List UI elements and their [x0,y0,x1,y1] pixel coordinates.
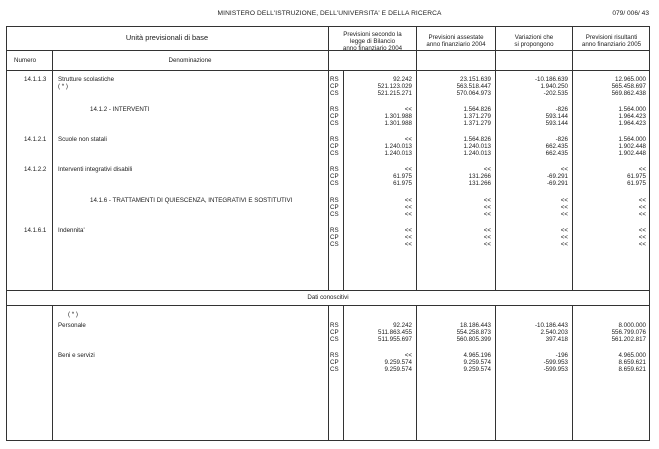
row-code: CP [330,173,339,181]
row-value-c4: << [638,197,646,204]
row-value-c3: 1.940.250 [540,83,568,91]
row-value-c1: 61.975 [393,173,412,181]
row-value-c3: << [560,211,568,219]
header-col2-line1: Previsioni assestate [428,34,484,41]
row-code: RS [330,76,339,83]
row-value-c4: 61.975 [627,173,646,181]
row-code: CP [330,143,339,151]
row-value-c3: -10.186.639 [534,76,568,83]
row-value-c4: 1.564.000 [618,106,646,113]
row-value-c2: 1.240.013 [463,150,491,158]
row-number: 14.1.1.3 [24,76,47,83]
row-code: CP [330,234,339,242]
row-value-c2: 554.258.873 [456,329,491,337]
row-value-c1: 511.955.697 [378,336,412,344]
row-code: CP [330,204,339,212]
row-value-c2: 9.259.574 [463,359,491,367]
col-sep-c1 [416,26,417,290]
col-sep-desc [328,26,329,290]
row-value-c3: -10.186.443 [534,322,568,329]
row-value-c2: 1.564.826 [463,106,491,113]
row-code: RS [330,106,339,113]
row-value-c4: 569.862.438 [611,90,646,98]
row-code: CS [330,241,339,249]
row-value-c2: 563.518.447 [456,83,491,91]
row-value-c1: 92.242 [393,322,412,329]
row-code: CP [330,359,339,367]
row-code: RS [330,227,339,234]
col-sep-c3-2 [572,305,573,441]
row-value-c4: 1.902.448 [618,143,646,151]
row-value-c1: << [404,227,412,234]
row-denominazione: Interventi integrativi disabili [58,166,133,173]
row-value-c4: << [638,211,646,219]
row-value-c2: 1.564.826 [463,136,491,143]
header-col2 [417,34,495,48]
header-col1-line1: Previsioni secondo la [343,31,402,38]
row-value-c2: 18.186.443 [460,322,491,329]
row-value-c4: 8.000.000 [618,322,646,329]
row-value-c2: << [483,166,491,173]
col-sep-desc-2 [328,305,329,441]
row-value-c4: 8.659.621 [618,359,646,367]
row-code: CS [330,120,339,128]
row-code: CP [330,329,339,337]
row-value-c1: 1.240.013 [384,150,412,158]
row-value-c3: 662.435 [545,150,568,158]
row-value-c2: 131.266 [468,173,491,181]
row-number: 14.1.2.1 [24,136,47,143]
row-value-c4: << [638,241,646,249]
row-extra-note: ( * ) [58,83,68,91]
header-denominazione: Denominazione [168,57,212,64]
row-value-c1: << [404,166,412,173]
row-value-c3: << [560,166,568,173]
row-code: CS [330,211,339,219]
row-value-c1: 1.301.988 [384,113,412,121]
row-value-c2: << [483,241,491,249]
row-value-c2: 1.371.279 [463,113,491,121]
row-value-c4: << [638,227,646,234]
row-value-c1: << [404,241,412,249]
col-sep-num [52,50,53,290]
row-value-c2: << [483,234,491,242]
row-value-c3: 593.144 [545,113,568,121]
row-value-c1: 511.863.455 [378,329,412,337]
row-value-c3: -599.953 [543,366,568,374]
row-code: RS [330,136,339,143]
row-value-c3: << [560,204,568,212]
row-value-c1: 521.215.271 [377,90,412,98]
row-value-c1: << [404,352,412,359]
header-col3 [496,34,572,48]
row-value-c1: 521.123.029 [377,83,412,91]
col-sep-c1-2 [416,305,417,441]
row-denominazione: Personale [58,322,86,329]
row-value-c2: << [483,211,491,219]
row-value-c3: -196 [555,352,568,359]
row-value-c2: 4.965.196 [463,352,491,359]
row-denominazione: Beni e servizi [58,352,95,359]
page-code: 079/ 006/ 43 [612,10,649,17]
row-value-c2: 570.064.973 [456,90,491,98]
row-denominazione: 14.1.2 - INTERVENTI [90,106,150,113]
row-value-c2: 131.266 [468,180,491,188]
row-code: RS [330,197,339,204]
row-value-c4: 1.564.000 [618,136,646,143]
header-col4-line1: Previsioni risultanti [585,34,638,41]
row-value-c1: << [404,234,412,242]
row-value-c4: 561.202.817 [611,336,646,344]
row-value-c3: << [560,227,568,234]
header-col3-line1: Variazioni che [514,34,554,41]
row-value-c1: 9.259.574 [384,366,412,374]
col-sep-c2-2 [495,305,496,441]
row-value-c2: 23.151.639 [460,76,491,83]
row-value-c3: -826 [555,106,568,113]
row-value-c3: -599.953 [543,359,568,367]
row-value-c4: << [638,166,646,173]
row-value-c2: << [483,204,491,212]
row-value-c1: 1.240.013 [384,143,412,151]
row-value-c3: -826 [555,136,568,143]
col-sep-code [343,70,344,290]
col-sep-num-2 [52,305,53,441]
row-value-c3: 397.418 [545,336,568,344]
row-value-c4: 4.965.000 [618,352,646,359]
row-value-c1: 1.301.988 [384,120,412,128]
row-value-c3: -202.535 [543,90,568,98]
row-value-c4: << [638,234,646,242]
row-code: CS [330,90,339,98]
row-value-c1: 92.242 [393,76,412,83]
header-col1 [329,31,416,52]
row-value-c3: << [560,241,568,249]
row-value-c1: << [404,106,412,113]
col-sep-c2 [495,26,496,290]
row-value-c4: 61.975 [627,180,646,188]
row-code: CS [330,150,339,158]
row-value-c2: 1.371.279 [463,120,491,128]
row-value-c4: 1.964.423 [618,113,646,121]
row-value-c3: 662.435 [545,143,568,151]
row-denominazione: Strutture scolastiche [58,76,115,83]
row-number: 14.1.6.1 [24,227,47,234]
dati-top-line [6,290,650,291]
row-value-c4: 565.458.697 [611,83,646,91]
row-value-c1: << [404,136,412,143]
row-code: CP [330,83,339,91]
row-value-c2: << [483,227,491,234]
header-col1-line3: anno finanziario 2004 [342,45,403,52]
row-denominazione: Scuole non statali [58,136,107,143]
row-value-c3: 2.540.203 [540,329,568,337]
row-value-c1: 61.975 [393,180,412,188]
row-value-c3: << [560,197,568,204]
row-value-c2: 560.805.399 [456,336,491,344]
group-header: Unità previsionali di base [125,33,209,42]
row-code: RS [330,166,339,173]
header-col3-line2: si propongono [514,41,554,48]
row-value-c1: << [404,211,412,219]
row-value-c3: -69.291 [547,173,568,181]
row-value-c4: 12.965.000 [615,76,646,83]
row-code: RS [330,322,339,329]
row-code: CP [330,113,339,121]
row-value-c4: << [638,204,646,212]
header-col2-line2: anno finanziario 2004 [426,41,486,48]
header-numero: Numero [14,57,37,64]
row-value-c3: 593.144 [545,120,568,128]
row-number: 14.1.2.2 [24,166,47,173]
row-code: CS [330,366,339,374]
row-value-c2: 9.259.574 [463,366,491,374]
header-col4 [573,34,650,48]
dati-note: ( * ) [68,311,78,318]
row-code: RS [330,352,339,359]
col-sep-c3 [572,26,573,290]
header-col1-line2: legge di Bilancio [349,38,396,45]
row-value-c4: 1.902.448 [618,150,646,158]
row-denominazione: Indennita' [58,227,85,234]
row-value-c2: 1.240.013 [463,143,491,151]
row-value-c4: 556.799.076 [611,329,646,337]
ministry-title: MINISTERO DELL'ISTRUZIONE, DELL'UNIVERSITA' E DELLA RICERCA [217,10,442,17]
header-col4-line2: anno finanziario 2005 [581,41,642,48]
row-code: CS [330,336,339,344]
row-code: CS [330,180,339,188]
row-value-c1: << [404,204,412,212]
col-sep-code-2 [343,305,344,441]
dati-conoscitivi-title: Dati conoscitivi [307,294,349,301]
row-value-c1: 9.259.574 [384,359,412,367]
row-value-c2: << [483,197,491,204]
row-value-c4: 1.964.423 [618,120,646,128]
row-value-c4: 8.659.621 [618,366,646,374]
row-value-c3: << [560,234,568,242]
row-denominazione: 14.1.6 - TRATTAMENTI DI QUIESCENZA, INTEGRATIVI E SOSTITUTIVI [90,197,293,204]
row-value-c1: << [404,197,412,204]
row-value-c3: -69.291 [547,180,568,188]
